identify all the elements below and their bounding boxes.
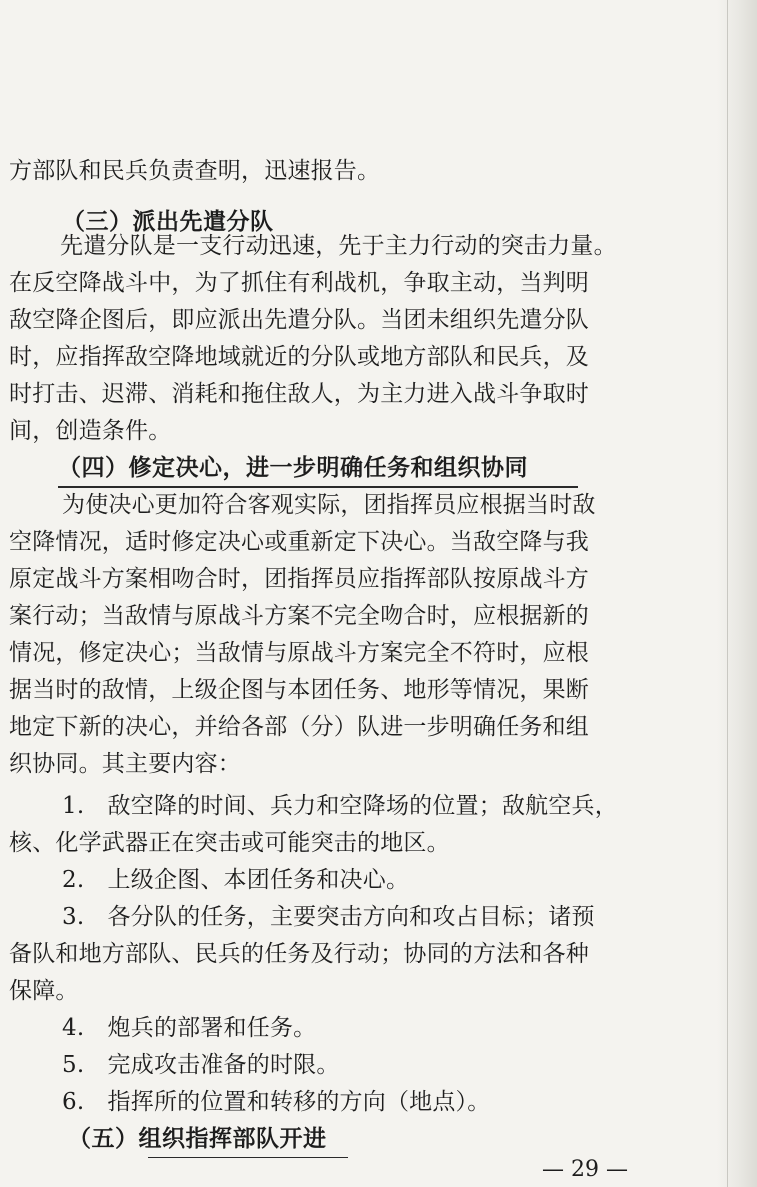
text-line: 核、化学武器正在突击或可能突击的地区。 xyxy=(9,830,450,856)
text-line: 保障。 xyxy=(9,978,79,1004)
page-edge-shadow xyxy=(717,0,757,1187)
section-heading-5: （五）组织指挥部队开进 xyxy=(68,1126,327,1152)
text-line: 空降情况，适时修定决心或重新定下决心。当敌空降与我 xyxy=(9,529,589,555)
heading-underline xyxy=(58,486,578,488)
text-line: 间，创造条件。 xyxy=(9,418,172,444)
list-item-6: 6. 指挥所的位置和转移的方向（地点）。 xyxy=(62,1089,491,1115)
section-heading-4: （四）修定决心，进一步明确任务和组织协同 xyxy=(58,455,528,481)
list-item-2: 2. 上级企图、本团任务和决心。 xyxy=(62,867,410,893)
page-number: — 29 — xyxy=(542,1157,628,1182)
text-line: 原定战斗方案相吻合时，团指挥员应指挥部队按原战斗方 xyxy=(9,566,589,592)
text-line: 时，应指挥敌空降地域就近的分队或地方部队和民兵，及 xyxy=(9,344,589,370)
text-line: 情况，修定决心；当敌情与原战斗方案完全不符时，应根 xyxy=(9,640,589,666)
text-line: 敌空降企图后，即应派出先遣分队。当团未组织先遣分队 xyxy=(9,307,589,333)
text-line: 案行动；当敌情与原战斗方案不完全吻合时，应根据新的 xyxy=(9,603,589,629)
text-line: 据当时的敌情，上级企图与本团任务、地形等情况，果断 xyxy=(9,677,589,703)
text-line: 地定下新的决心，并给各部（分）队进一步明确任务和组 xyxy=(9,714,589,740)
section-heading-3: （三）派出先遣分队 xyxy=(62,209,274,235)
text-line: 为使决心更加符合客观实际，团指挥员应根据当时敌 xyxy=(62,492,596,518)
list-item-1: 1. 敌空降的时间、兵力和空降场的位置；敌航空兵， xyxy=(62,793,618,819)
text-line: 备队和地方部队、民兵的任务及行动；协同的方法和各种 xyxy=(9,941,589,967)
text-line: 时打击、迟滞、消耗和拖住敌人，为主力进入战斗争取时 xyxy=(9,381,589,407)
list-item-5: 5. 完成攻击准备的时限。 xyxy=(62,1052,340,1078)
text-line: 在反空降战斗中，为了抓住有利战机，争取主动，当判明 xyxy=(9,270,589,296)
list-item-4: 4. 炮兵的部署和任务。 xyxy=(62,1015,317,1041)
text-line: 织协同。其主要内容： xyxy=(9,751,241,777)
heading-underline xyxy=(148,1157,348,1158)
text-line: 方部队和民兵负责查明，迅速报告。 xyxy=(9,158,381,184)
text-line: 先遣分队是一支行动迅速，先于主力行动的突击力量。 xyxy=(60,233,617,259)
list-item-3: 3. 各分队的任务，主要突击方向和攻占目标；诸预 xyxy=(62,904,595,930)
